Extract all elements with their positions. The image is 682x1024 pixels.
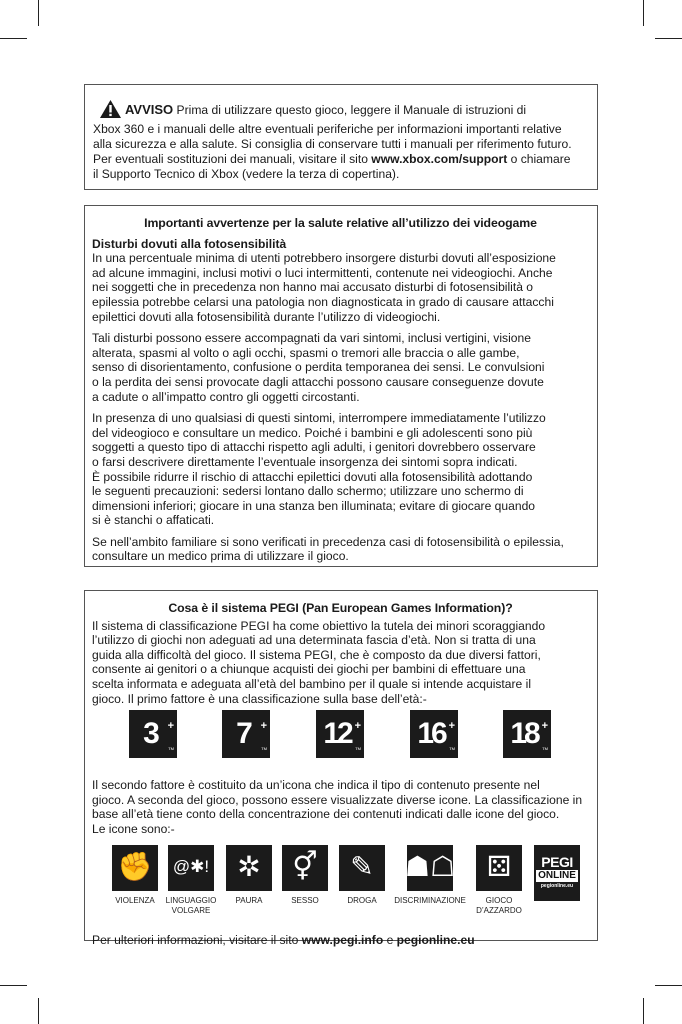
warning-text: Per eventuali sostituzioni dei manuali, visitare il sito www.xbox.com/support o chiamare [93, 152, 571, 166]
pegi-age-18-icon: 18 + TM [503, 710, 551, 758]
text-line: ad alcune immagini, inclusi motivi o luci intermittenti, contenute nei videogiochi. Anche [92, 265, 553, 280]
text-line: In presenza di uno qualsiasi di questi sintomi, interrompere immediatamente l’utilizzo [92, 411, 546, 426]
pegi-icon-label: VIOLENZA [115, 895, 155, 905]
text-line: epilessia potrebbe celarsi una patologia non diagnosticata in grado di causare attacchi [92, 294, 554, 309]
bad-language-icon: @✱! [168, 845, 214, 891]
pegi-paragraph [92, 778, 589, 836]
text-line: a cadute o all’impatto contro gli oggetti circostanti. [92, 389, 360, 404]
crop-mark [655, 38, 682, 39]
crop-mark [0, 985, 27, 986]
text-line: dimensioni inferiori; giocare in una stanza ben illuminata; evitare di giocare quando [92, 498, 536, 513]
pegi-icon-label: LINGUAGGIO VOLGARE [165, 895, 217, 915]
text-line: senso di disorientamento, confusione o perdita temporanea dei sensi. Le convulsioni [92, 360, 545, 375]
text-line: Il sistema di classificazione PEGI ha come obiettivo la tutela dei minori scoraggiando [92, 618, 546, 633]
text-line: o la perdita dei sensi provocate dagli attacchi possono causare conseguenze dovute [92, 374, 544, 389]
health-paragraph [92, 535, 589, 564]
health-title: Importanti avvertenze per la salute relative all’utilizzo dei videogame [144, 216, 537, 230]
crop-mark [655, 985, 682, 986]
pegi-age-7-icon: 7 + TM [222, 710, 270, 758]
pegi-icon-label: GIOCO D’AZZARDO [476, 895, 522, 915]
text-line: guida alla difficoltà del gioco. Il sistema PEGI, che è composto da due diversi fattori, [92, 647, 541, 662]
text-line: si è stanchi o affaticati. [92, 513, 215, 528]
text-line: Il secondo fattore è costituito da un’icona che indica il tipo di contenuto presente nel [92, 778, 540, 793]
sex-icon: ⚥ [282, 845, 328, 891]
warning-label: AVVISO [125, 102, 174, 117]
pegi-age-12-icon: 12 + TM [316, 710, 364, 758]
pegi-info-box [84, 590, 598, 947]
crop-mark [643, 0, 644, 26]
pegi-footer: Per ulteriori informazioni, visitare il sito www.pegi.info e pegionline.eu [92, 932, 475, 947]
drugs-icon: ✎ [339, 845, 385, 891]
warning-text: Xbox 360 e i manuali delle altre eventuali periferiche per informazioni importanti relative [93, 122, 562, 136]
pegi-icon-label: PAURA [235, 895, 263, 905]
warning-text: il Supporto Tecnico di Xbox (vedere la terza di copertina). [93, 167, 400, 181]
text-line: consultare un medico prima di utilizzare il gioco. [92, 549, 349, 564]
text-line: È possibile ridurre il rischio di attacchi epilettici dovuti alla fotosensibilità adottando [92, 469, 533, 484]
pegi-online-logo: PEGI ONLINE pegionline.eu [534, 845, 580, 901]
pegi-icon-label: SESSO [291, 895, 319, 905]
health-paragraph [92, 411, 589, 528]
health-paragraph [92, 251, 589, 324]
pegi-content-icons [92, 845, 589, 923]
fear-icon: ✲ [226, 845, 272, 891]
pegionline-link[interactable]: pegionline.eu [396, 932, 475, 947]
text-line: alterata, spasmi al volto o agli occhi, spasmi o tremori alle braccia o alle gambe, [92, 345, 520, 360]
warning-text: Prima di utilizzare questo gioco, leggere il Manuale di istruzioni di [173, 103, 527, 117]
text-line: scelta informata e adeguata all’età del bambino per il quale si intende acquistare il [92, 676, 532, 691]
text-line: epilettici dovuti alla fotosensibilità durante l’utilizzo di videogiochi. [92, 309, 441, 324]
pegi-age-ratings [92, 710, 589, 768]
xbox-support-link[interactable]: www.xbox.com/support [371, 152, 508, 166]
text-line: nei soggetti che in precedenza non hanno mai accusato disturbi di fotosensibilità o [92, 280, 534, 295]
violence-icon: ✊ [112, 845, 158, 891]
pegi-icon-label: DISCRIMINAZIONE [394, 895, 466, 905]
text-line: l’utilizzo di giochi non adeguati ad una determinata fascia d’età. Non si tratta di una [92, 633, 536, 648]
crop-mark [0, 38, 27, 39]
pegi-info-link[interactable]: www.pegi.info [301, 932, 384, 947]
pegi-age-3-icon: 3 + TM [129, 710, 177, 758]
warning-text: alla sicurezza e alla salute. Si consiglia di conservare tutti i manuali per riferimento futuro. [93, 137, 572, 151]
text-line: Tali disturbi possono essere accompagnati da vari sintomi, inclusi vertigini, visione [92, 331, 531, 346]
text-line: soggetti a questo tipo di attacchi rispetto agli adulti, i genitori dovrebbero osservare [92, 440, 536, 455]
pegi-title: Cosa è il sistema PEGI (Pan European Games Information)? [168, 601, 513, 615]
text-line: le seguenti precauzioni: sedersi lontano dallo schermo; utilizzare uno schermo di [92, 484, 524, 499]
crop-mark [38, 0, 39, 26]
text-line: gioco. Il primo fattore è una classificazione sulla base dell’età:- [92, 691, 427, 706]
text-line: gioco. A seconda del gioco, possono essere visualizzate diverse icone. La classificazione in [92, 792, 583, 807]
discrimination-icon: ☗☖ [407, 845, 453, 891]
text-line: base all’età tiene conto della concentrazione dei contenuti indicati dalle icone del gioco. [92, 807, 560, 822]
photosensitivity-subtitle: Disturbi dovuti alla fotosensibilità [92, 236, 287, 251]
health-warning-box [84, 205, 598, 567]
warning-triangle-icon [100, 100, 121, 122]
pegi-age-16-icon: 16 + TM [410, 710, 458, 758]
warning-line [93, 100, 589, 122]
gambling-icon: ⚄ [476, 845, 522, 891]
text-line: In una percentuale minima di utenti potrebbero insorgere disturbi dovuti all’esposizione [92, 251, 556, 266]
text-line: Se nell’ambito familiare si sono verificati in precedenza casi di fotosensibilità o epilessia, [92, 534, 564, 549]
health-paragraph [92, 331, 589, 404]
xbox-warning-box [84, 84, 598, 190]
crop-mark [38, 998, 39, 1024]
text-line: consente ai genitori o a chiunque acquisti dei giochi per bambini di effettuare una [92, 662, 526, 677]
pegi-icon-label: DROGA [347, 895, 377, 905]
crop-mark [643, 998, 644, 1024]
pegi-paragraph [92, 619, 589, 707]
text-line: o farsi descrivere direttamente l’eventuale insorgenza dei sintomi sopra indicati. [92, 454, 518, 469]
text-line: Le icone sono:- [92, 821, 175, 836]
text-line: del videogioco e consultare un medico. Poiché i bambini e gli adolescenti sono più [92, 425, 533, 440]
